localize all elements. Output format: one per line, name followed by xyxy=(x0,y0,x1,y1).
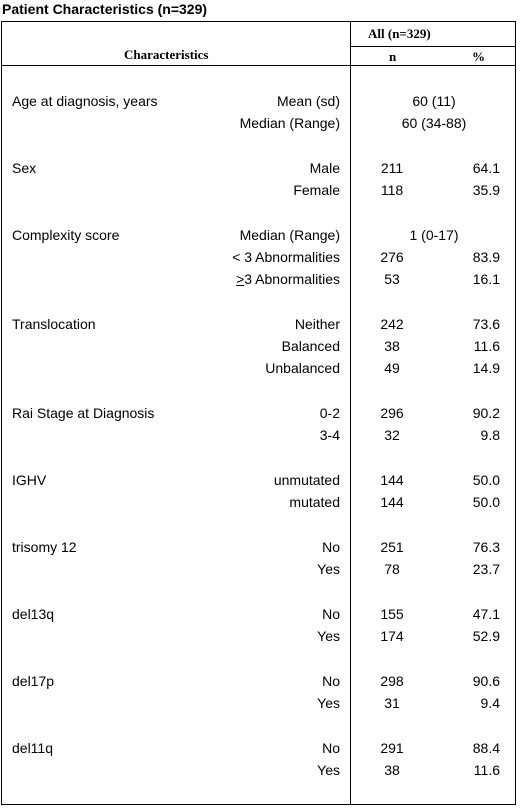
row-sublabel: No xyxy=(322,539,340,555)
row-count: 49 xyxy=(384,360,400,376)
row-percent: 23.7 xyxy=(472,561,500,577)
row-percent: 50.0 xyxy=(472,494,500,510)
row-count: 251 xyxy=(380,539,404,555)
row-percent: 47.1 xyxy=(472,606,500,622)
row-percent: 76.3 xyxy=(472,539,500,555)
row-sublabel: Median (Range) xyxy=(239,227,340,243)
table-title: Patient Characteristics (n=329) xyxy=(2,1,208,17)
row-percent: 16.1 xyxy=(472,271,500,287)
row-label: del17p xyxy=(12,673,55,689)
row-summary-value: 1 (0-17) xyxy=(409,227,459,243)
row-count: 144 xyxy=(380,494,404,510)
row-count: 276 xyxy=(380,249,404,265)
row-count: 174 xyxy=(380,628,404,644)
row-sublabel: No xyxy=(322,606,340,622)
row-percent: 14.9 xyxy=(472,360,500,376)
row-summary-value: 60 (11) xyxy=(412,93,456,109)
row-percent: 35.9 xyxy=(472,182,500,198)
row-percent: 52.9 xyxy=(472,628,500,644)
row-label: Age at diagnosis, years xyxy=(12,93,158,109)
row-percent: 88.4 xyxy=(472,740,500,756)
row-percent: 9.4 xyxy=(480,695,500,711)
row-sublabel: 3-4 xyxy=(319,427,340,443)
row-label: Rai Stage at Diagnosis xyxy=(12,405,155,421)
row-sublabel: Yes xyxy=(317,695,340,711)
row-count: 298 xyxy=(380,673,404,689)
row-label: Complexity score xyxy=(12,227,120,243)
row-sublabel: 0-2 xyxy=(319,405,340,421)
row-sublabel: Neither xyxy=(294,316,340,332)
row-sublabel: Yes xyxy=(317,628,340,644)
row-sublabel: Mean (sd) xyxy=(276,93,340,109)
row-percent: 64.1 xyxy=(472,160,500,176)
row-count: 118 xyxy=(380,182,404,198)
row-percent: 50.0 xyxy=(472,472,500,488)
row-sublabel: unmutated xyxy=(273,472,340,488)
row-count: 38 xyxy=(384,762,400,778)
row-sublabel: mutated xyxy=(289,494,340,510)
row-label: trisomy 12 xyxy=(12,539,77,555)
row-percent: 11.6 xyxy=(473,338,500,354)
row-percent: 9.8 xyxy=(480,427,500,443)
row-summary-value: 60 (34-88) xyxy=(401,115,467,131)
row-count: 53 xyxy=(384,271,400,287)
n-header: n xyxy=(389,49,397,64)
row-sublabel: Male xyxy=(309,160,340,176)
row-sublabel: Yes xyxy=(317,561,340,577)
row-sublabel: No xyxy=(322,740,340,756)
row-sublabel: No xyxy=(322,673,340,689)
all-header: All (n=329) xyxy=(368,26,431,41)
row-percent: 90.2 xyxy=(472,405,500,421)
row-label: Translocation xyxy=(12,316,96,332)
row-percent: 83.9 xyxy=(472,249,500,265)
row-count: 211 xyxy=(380,160,404,176)
row-sublabel: Yes xyxy=(317,762,340,778)
pct-header: % xyxy=(472,49,485,64)
row-label: Sex xyxy=(12,160,37,176)
row-count: 144 xyxy=(380,472,404,488)
row-percent: 73.6 xyxy=(472,316,500,332)
header-rule xyxy=(1,65,516,66)
row-label: del11q xyxy=(12,740,54,756)
row-count: 32 xyxy=(384,427,400,443)
row-sublabel: Balanced xyxy=(281,338,340,354)
row-count: 38 xyxy=(384,338,400,354)
row-sublabel: < 3 Abnormalities xyxy=(232,249,340,265)
column-divider xyxy=(350,21,351,805)
row-count: 155 xyxy=(380,606,404,622)
row-count: 296 xyxy=(380,405,404,421)
row-sublabel: Female xyxy=(293,182,340,198)
row-percent: 11.6 xyxy=(473,762,500,778)
row-count: 291 xyxy=(380,740,404,756)
row-sublabel: Unbalanced xyxy=(265,360,340,376)
row-count: 78 xyxy=(384,561,400,577)
row-count: 31 xyxy=(384,695,400,711)
geq-symbol: > xyxy=(236,271,245,287)
row-sublabel: >3 Abnormalities xyxy=(236,271,340,287)
row-label: del13q xyxy=(12,606,55,622)
row-percent: 90.6 xyxy=(472,673,500,689)
header-subrule xyxy=(351,46,516,47)
characteristics-header: Characteristics xyxy=(124,47,209,62)
row-count: 242 xyxy=(380,316,404,332)
row-sublabel: Median (Range) xyxy=(239,115,340,131)
row-label: IGHV xyxy=(12,472,47,488)
